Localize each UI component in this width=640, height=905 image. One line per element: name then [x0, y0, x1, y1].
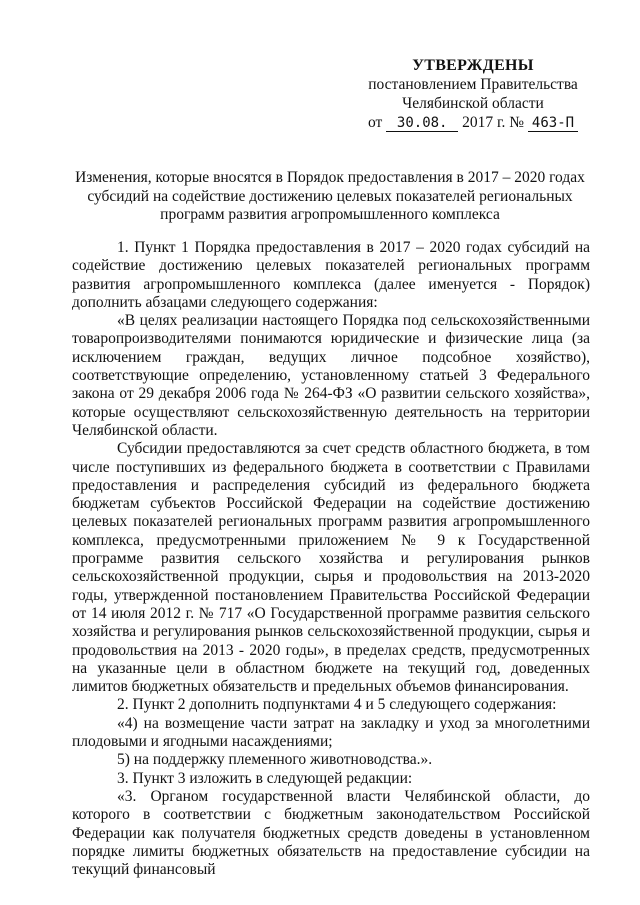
document-title: Изменения, которые вносятся в Порядок предоставления в 2017 – 2020 годах субсидий на содействие достижению целевых показателей региональных программ развития агропромышленного комплекса: [75, 169, 585, 223]
paragraph: «В целях реализации настоящего Порядка под сельскохозяйственными товаропроизводителями понимаются юридические и физические лица (за исключением граждан, ведущих личное подсобное хозяйство), соответствующие определению, установленному статьей 3 Федерального закона от 29 декабря 2006 года № 264-ФЗ «О развитии сельского хозяйства», которые осуществляют сельскохозяйственную деятельность на территории Челябинской области.: [72, 312, 590, 439]
approval-date-line: [368, 113, 578, 132]
paragraph: 1. Пункт 1 Порядка предоставления в 2017 – 2020 годах субсидий на содействие достижению целевых показателей региональных программ развития агропромышленного комплекса (далее именуется - Порядок) дополнить абзацами следующего содержания:: [72, 239, 590, 311]
paragraph: «4) на возмещение части затрат на закладку и уход за многолетними плодовыми и ягодными насаждениями;: [72, 714, 590, 751]
paragraph: 2. Пункт 2 дополнить подпунктами 4 и 5 следующего содержания:: [117, 696, 557, 714]
approval-block: [368, 56, 578, 132]
approval-stamp: УТВЕРЖДЕНЫ: [412, 57, 534, 74]
approval-line-2: Челябинской области: [402, 95, 544, 112]
paragraph: Субсидии предоставляются за счет средств областного бюджета, в том числе поступивших из федерального бюджета в соответствии с Правилами предоставления и распределения субсидий из федерального бюджета бюджетам субъектов Российской Федерации на содействие достижению целевых показателей региональных программ развития агропромышленного комплекса, предусмотренными приложением № 9 к Государственной программе развития сельского хозяйства и регулирования рынков сельскохозяйственной продукции, сырья и продовольствия на 2013-2020 годы, утвержденной постановлением Правительства Российской Федерации от 14 июля 2012 г. № 717 «О Государственной программе развития сельского хозяйства и регулирования рынков сельскохозяйственной продукции, сырья и продовольствия на 2013 - 2020 годы», в пределах средств, предусмотренных на указанные цели в областном бюджете на текущий год, доведенных лимитов бюджетных обязательств и предельных объемов финансирования.: [72, 440, 590, 696]
handwritten-number: 463-П: [528, 116, 578, 132]
document-body: [72, 239, 590, 879]
paragraph: «3. Органом государственной власти Челябинской области, до которого в соответствии с бюджетным законодательством Российской Федерации как получателя бюджетных средств доведены в установленном порядке лимиты бюджетных обязательств на предоставление субсидии на текущий финансовый: [72, 787, 590, 879]
handwritten-date: 30.08.: [386, 116, 458, 132]
year-text: 2017 г. №: [462, 114, 525, 131]
date-prefix: от: [368, 114, 383, 131]
approval-line-1: постановлением Правительства: [368, 76, 578, 93]
paragraph: 5) на поддержку племенного животноводства.».: [117, 751, 433, 769]
paragraph: 3. Пункт 3 изложить в следующей редакции:: [117, 769, 413, 787]
